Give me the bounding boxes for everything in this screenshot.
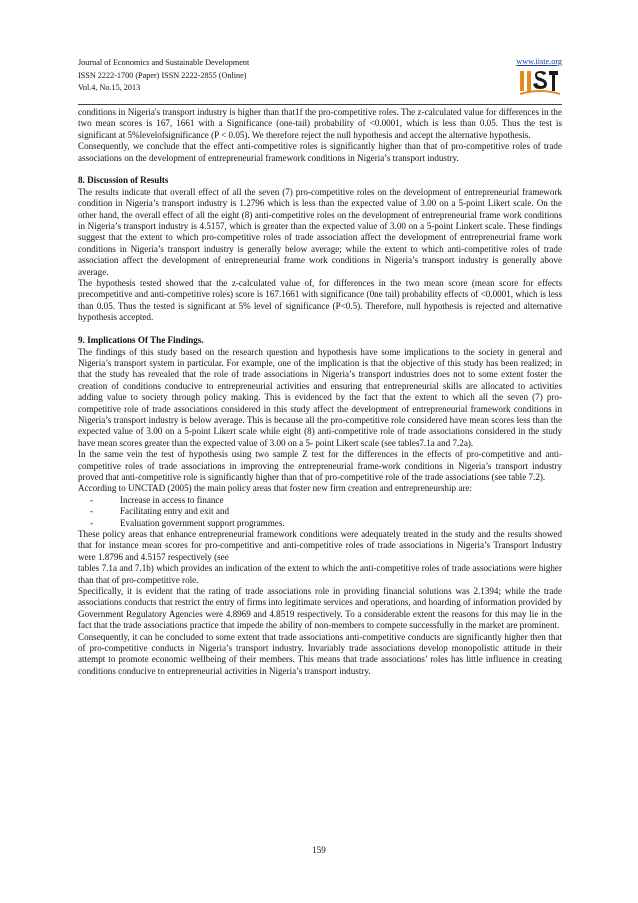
article-body bbox=[78, 107, 562, 677]
header-rule bbox=[78, 104, 562, 105]
section-heading-discussion: 8. Discussion of Results bbox=[78, 175, 169, 186]
journal-url-link[interactable]: www.iiste.org bbox=[516, 57, 562, 66]
paragraph: conditions in Nigeria's transport industry is higher than that1f the pro-competitive roles. The z-calculated value for differences in the two mean scores is 167, 1661 with a Significance (one-tail) probability of <0.0001, which is less than 0.05. Thus the test is significant at 5%levelofsignificance (P < 0.05). We therefore reject the null hypothesis and accept the alternative hypothesis. bbox=[78, 107, 562, 140]
volume-line: Vol.4, No.15, 2013 bbox=[78, 83, 141, 92]
issn-line: ISSN 2222-1700 (Paper) ISSN 2222-2855 (Online) bbox=[78, 70, 247, 80]
page-header bbox=[78, 57, 562, 107]
paragraph: tables 7.1a and 7.1b) which provides an indication of the extent to which the anti-competitive roles of trade associations were higher than that of pro-competitive role. bbox=[78, 563, 562, 585]
paragraph: The hypothesis tested showed that the z-calculated value of, for differences in the two mean score (mean score for effects precompetitive and anti-competitive roles) score is 167.1661 with significance (0ne tail) probability effects of <0.0001, which is less than 0.05. Thus the tested is significant at 5% level of significance (P<0.5). Therefore, null hypothesis is rejected and alternative hypothesis accepted. bbox=[78, 278, 562, 323]
paragraph: Consequently, it can be concluded to some extent that trade associations anti-competitive conducts are significantly higher then that of pro-competitive conducts in Nigeria’s transport industry. Invariably trade associations develop monopolistic attitude in their attempt to promote economic wellbeing of their members. This means that trade associations’ roles has little influence in creating conditions conducive to entrepreneurial activities in Nigeria’s transport industry. bbox=[78, 631, 562, 676]
list-item: - Evaluation government support programmes. bbox=[90, 517, 285, 528]
paragraph: Specifically, it is evident that the rating of trade associations role in providing financial solutions was 2.1394; while the trade associations conducts that restrict the entry of firms into legitimate services and operations, and hoarding of information provided by Government Regulatory Agencies were 4.8969 and 4.8519 respectively. To a considerable extent the reasons for this may lie in the fact that the trade associations practice that impede the ability of non-members to compete successfully in the market are prominent. bbox=[78, 586, 562, 631]
journal-name: Journal of Economics and Sustainable Development bbox=[78, 58, 250, 67]
paragraph: According to UNCTAD (2005) the main policy areas that foster new firm creation and entrepreneurship are: bbox=[78, 483, 472, 494]
section-heading-implications: 9. Implications Of The Findings. bbox=[78, 335, 204, 346]
paragraph: These policy areas that enhance entrepreneurial framework conditions were adequately treated in the study and the results showed that for instance mean scores for pro-competitive and anti-competitive roles of trade associations in Nigeria’s Transport Industry were 1.8796 and 4.5157 respectively (see bbox=[78, 529, 562, 562]
page-number: 159 bbox=[312, 845, 326, 855]
paragraph: The results indicate that overall effect of all the seven (7) pro-competitive roles on the development of entrepreneurial framework condition in Nigeria’s transport industry is 1.2796 which is less than the expected value of 3.00 on a 5-point Likert scale. On the other hand, the overall effect of all the eight (8) anti-competitive roles on the development of entrepreneurial frame work conditions in Nigeria’s transport industry is 4.5157, which is greater than the expected value of 3.00 on a 5-point Linkert scale. These findings suggest that the extent to which pro-competitive roles of trade association affect the development of entrepreneurial frame work conditions in Nigeria’s transport industry is generally below average; while the extent to which anti-competitive roles of trade association affect the development of entrepreneurial frame work conditions in Nigeria’s transport industry is generally above average. bbox=[78, 186, 562, 277]
list-item: - Facilitating entry and exit and bbox=[90, 506, 230, 517]
paragraph: In the same vein the test of hypothesis using two sample Z test for the differences in the effects of pro-competitive and anti-competitive roles of trade associations in improving the entrepreneurial frame-work conditions in Nigeria’s transport industry proved that anti-competitive role is significantly higher than that of pro-competitive role of the trade associations (see table 7.2). bbox=[78, 449, 562, 482]
iiste-logo bbox=[518, 69, 562, 97]
paragraph: Consequently, we conclude that the effect anti-competitive roles is significantly higher than that of pro-competitive roles of trade associations on the development of entrepreneurial framework conditions in Nigeria’s transport industry. bbox=[78, 141, 562, 163]
list-item: - Increase in access to finance bbox=[90, 494, 224, 505]
paragraph: The findings of this study based on the research question and hypothesis have some implications to the society in general and Nigeria’s transport system in particular. For example, one of the implication is that the objective of this study has been realized; in that the study has revealed that the role of trade associations in Nigeria’s transport industries does not to some extent foster the creation of conditions conducive to entrepreneurial activities and ensuring that entrepreneurial skills are allocated to activities adding value to society through policy making. This is evidenced by the fact that the extent to which all the seven (7) pro-competitive role of trade associations considered in this study affect the development of entrepreneurial framework conditions in Nigeria’s transport industry is below average. This is because all the pro-competitive role considered have mean scores less than the expected value of 3.00 on a 5-point Likert scale while eight (8) anti-competitive role of trade associations considered in the study have mean scores greater than the expected value of 3.00 on a 5- point Likert scale (see tables7.1a and 7.2a). bbox=[78, 346, 562, 448]
